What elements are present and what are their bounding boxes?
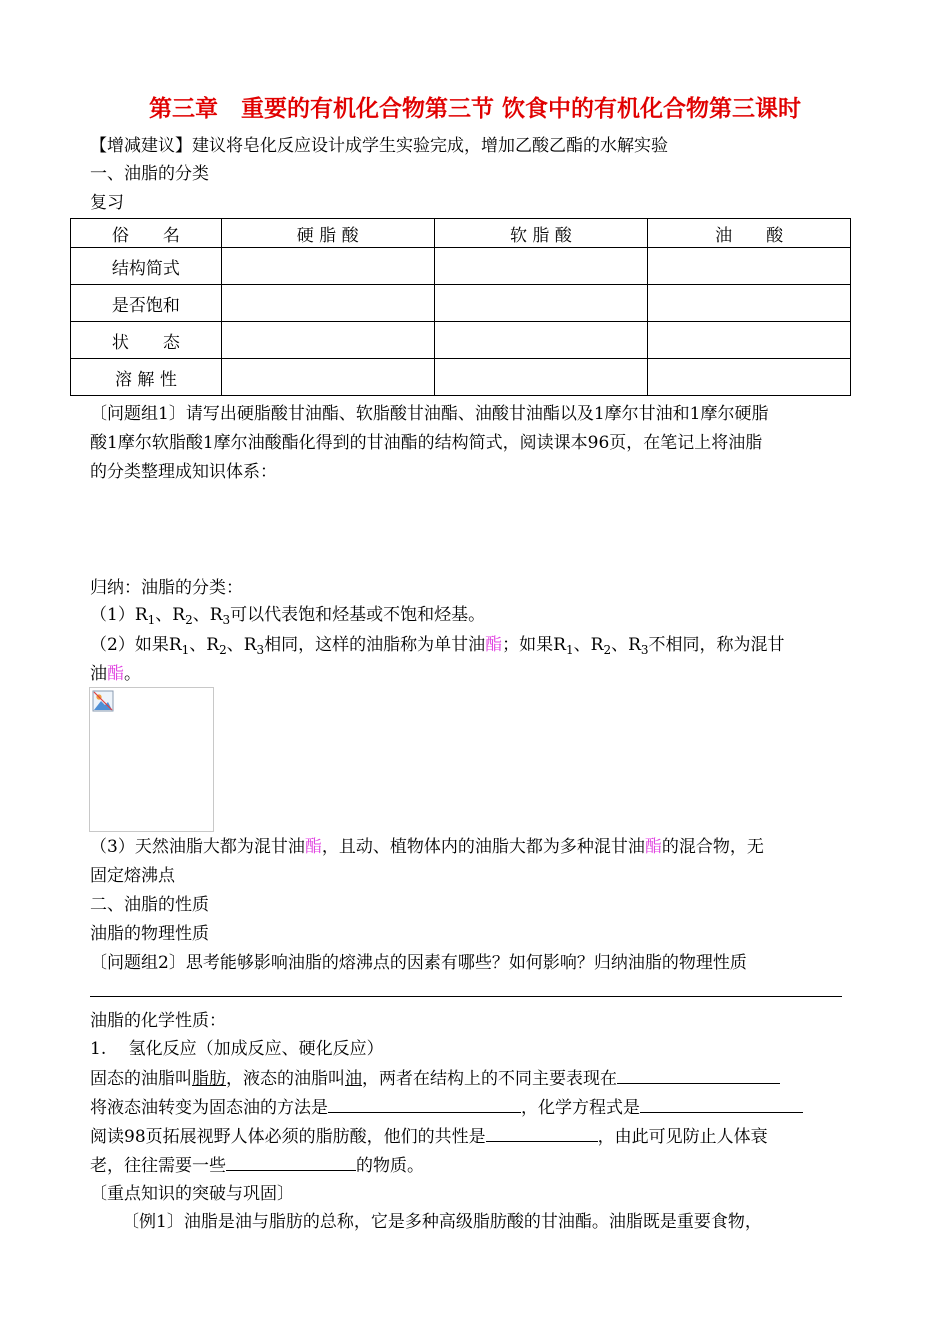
table-header-row — [71, 219, 851, 248]
broken-image-icon — [92, 690, 114, 712]
table-cell — [648, 285, 851, 322]
section-heading-classification: 一、油脂的分类 — [90, 164, 209, 184]
table-header-cell: 软 脂 酸 — [434, 219, 648, 248]
question-group-1-line: 酸1摩尔软脂酸1摩尔油酸酯化得到的甘油酯的结构简式，阅读课本96页，在笔记上将油脂 — [90, 433, 763, 453]
question-group-1-line: 〔问题组1〕请写出硬脂酸甘油酯、软脂酸甘油酯、油酸甘油酯以及1摩尔甘油和1摩尔硬脂 — [90, 404, 769, 424]
key-knowledge-heading: 〔重点知识的突破与巩固〕 — [90, 1184, 294, 1204]
broken-image-placeholder — [89, 687, 214, 832]
table-row — [71, 285, 851, 322]
fill-blank[interactable] — [486, 1123, 598, 1142]
table-cell — [648, 248, 851, 285]
table-row — [71, 322, 851, 359]
summary-heading: 归纳：油脂的分类： — [90, 578, 243, 598]
hydrogenation-line-4: 老，往往需要一些 的物质。 — [90, 1152, 424, 1179]
table-cell — [221, 359, 434, 396]
table-header-cell: 硬 脂 酸 — [221, 219, 434, 248]
hydrogenation-line-1: 固态的油脂叫脂肪，液态的油脂叫油，两者在结构上的不同主要表现在 — [90, 1065, 780, 1092]
hydrogenation-line-2: 将液态油转变为固态油的方法是 ，化学方程式是 — [90, 1094, 803, 1121]
summary-item-2: （2）如果$R_1$、$R_2$、$R_3$相同，这样的油脂称为单甘油酯；如果$R_1$、$R_2$、$R_3$不相同，称为混甘 — [90, 635, 785, 657]
table-cell — [648, 322, 851, 359]
review-table — [70, 218, 851, 396]
question-group-1-line: 的分类整理成知识体系： — [90, 462, 277, 482]
example-1: 〔例1〕油脂是油与脂肪的总称，它是多种高级脂肪酸的甘油酯。油脂既是重要食物， — [122, 1212, 762, 1232]
summary-item-2-continued: 油酯。 — [90, 664, 141, 684]
summary-item-3-continued: 固定熔沸点 — [90, 866, 175, 886]
answer-line — [90, 996, 842, 997]
chemical-properties-label: 油脂的化学性质： — [90, 1011, 226, 1031]
table-header-cell: 油 酸 — [648, 219, 851, 248]
table-cell — [434, 285, 648, 322]
physical-properties-label: 油脂的物理性质 — [90, 924, 209, 944]
question-group-2: 〔问题组2〕思考能够影响油脂的熔沸点的因素有哪些？如何影响？归纳油脂的物理性质 — [90, 953, 747, 973]
fill-blank[interactable] — [617, 1065, 780, 1084]
table-cell — [221, 322, 434, 359]
fill-blank[interactable] — [226, 1152, 356, 1171]
hydrogenation-line-3: 阅读98页拓展视野人体必须的脂肪酸，他们的共性是 ，由此可见防止人体衰 — [90, 1123, 768, 1150]
suggestion-text: 【增减建议】建议将皂化反应设计成学生实验完成，增加乙酸乙酯的水解实验 — [90, 136, 668, 156]
page-title: 第三章 重要的有机化合物第三节 饮食中的有机化合物第三课时 — [148, 96, 801, 122]
table-row — [71, 359, 851, 396]
table-cell — [434, 248, 648, 285]
summary-item-3: （3）天然油脂大都为混甘油酯，且动、植物体内的油脂大都为多种混甘油酯的混合物，无 — [90, 837, 764, 857]
review-label: 复习 — [90, 193, 124, 213]
table-cell — [434, 322, 648, 359]
table-cell — [221, 248, 434, 285]
fill-blank[interactable] — [640, 1094, 803, 1113]
table-cell — [648, 359, 851, 396]
row-label: 溶 解 性 — [71, 359, 222, 396]
row-label: 状 态 — [71, 322, 222, 359]
summary-item-1: $(1)R_1$、$R_2$、$R_3$可以代表饱和烃基或不饱和烃基。 — [90, 605, 486, 627]
row-label: 结构简式 — [71, 248, 222, 285]
table-header-cell: 俗 名 — [71, 219, 222, 248]
row-label: 是否饱和 — [71, 285, 222, 322]
section-heading-properties: 二、油脂的性质 — [90, 895, 209, 915]
fill-blank[interactable] — [328, 1094, 521, 1113]
table-row — [71, 248, 851, 285]
hydrogenation-heading: 1. 氢化反应（加成反应、硬化反应） — [90, 1039, 384, 1059]
table-cell — [221, 285, 434, 322]
table-cell — [434, 359, 648, 396]
